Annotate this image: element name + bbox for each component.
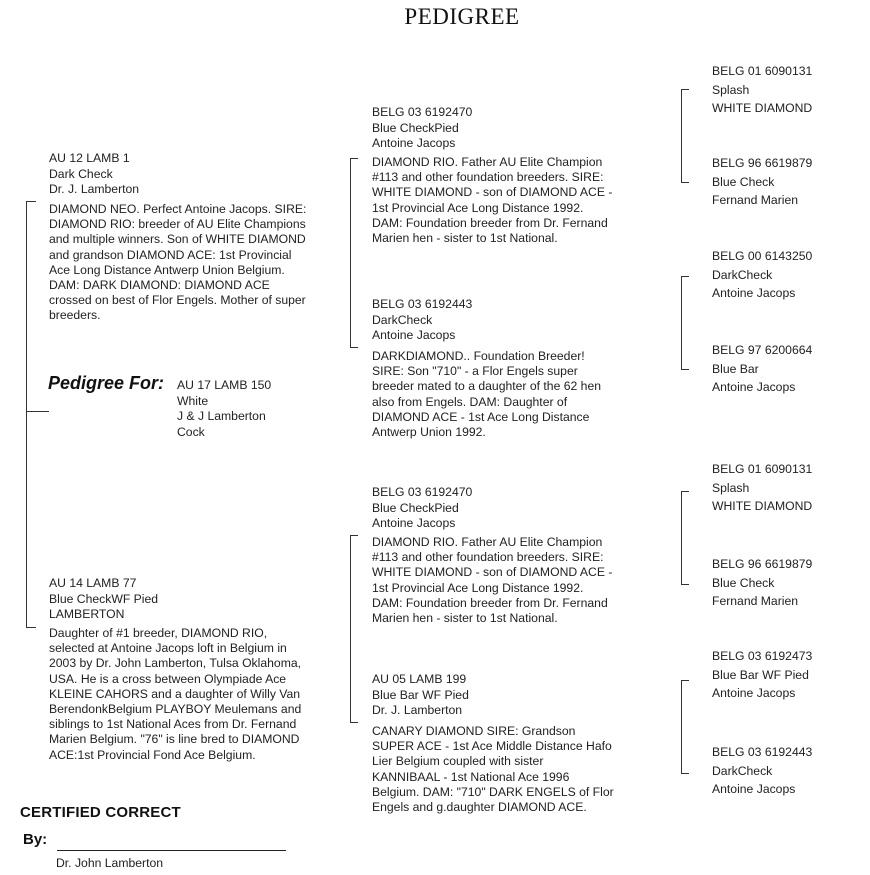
dd-owner: Dr. J. Lamberton	[372, 703, 463, 717]
desc-line: Daughter of #1 breeder, DIAMOND RIO,	[49, 626, 268, 640]
gen3-entry-3	[712, 247, 812, 303]
desc-line: Marien hen - sister to 1st National.	[372, 611, 558, 626]
gen3-color: Blue Check	[712, 575, 775, 590]
gen3-band: BELG 03 6192443	[712, 745, 813, 759]
desc-line: BerendonkBelgium PLAYBOY Meulemans and	[49, 702, 302, 717]
desc-line: Lier Belgium coupled with sister	[372, 754, 544, 769]
dam-description	[49, 626, 301, 763]
desc-line: Ace Long Distance Antwerp Union Belgium.	[49, 262, 285, 277]
dam-sire-description	[372, 535, 612, 626]
gen3-entry-4	[712, 341, 812, 397]
desc-line: DARKDIAMOND.. Foundation Breeder!	[372, 349, 585, 363]
gen3-owner: Fernand Marien	[712, 594, 799, 608]
desc-line: Belgium. DAM: "710" DARK ENGELS of Flor	[372, 784, 614, 799]
gen3-color: DarkCheck	[712, 267, 773, 282]
gen3-owner: Antoine Jacops	[712, 782, 796, 796]
desc-line: selected at Antoine Jacops loft in Belgium in	[49, 641, 287, 656]
desc-line: and multiple winners. Son of WHITE DIAMOND	[49, 232, 306, 247]
gen3-band: BELG 01 6090131	[712, 64, 813, 78]
gen3-band: BELG 00 6143250	[712, 249, 813, 263]
desc-line: KLEINE CAHORS and a daughter of Willy Van	[49, 686, 301, 701]
gen3-entry-5	[712, 460, 812, 516]
gen3-band: BELG 96 6619879	[712, 557, 813, 571]
desc-line: 1st Provincial Ace Long Distance 1992.	[372, 200, 584, 215]
sire-dam-description	[372, 349, 601, 440]
bracket-gen1-top	[26, 201, 36, 202]
desc-line: DIAMOND RIO. Father AU Elite Champion	[372, 155, 603, 169]
desc-line: #113 and other foundation breeders. SIRE:	[372, 550, 604, 565]
signer-name: Dr. John Lamberton	[56, 856, 164, 870]
gen3-band: BELG 01 6090131	[712, 462, 813, 476]
desc-line: breeder mated to a daughter of the 62 hen	[372, 379, 602, 394]
bracket-sd-bottom	[681, 369, 689, 370]
gen3-color: Splash	[712, 82, 750, 97]
desc-line: 1st Provincial Ace Long Distance 1992.	[372, 580, 584, 595]
desc-line: Marien hen - sister to 1st National.	[372, 231, 558, 246]
page-title: PEDIGREE	[404, 4, 520, 29]
gen3-band: BELG 97 6200664	[712, 343, 813, 357]
dam-dam-description	[372, 724, 614, 815]
gen3-owner: WHITE DIAMOND	[712, 101, 813, 115]
bracket-dd-vertical	[681, 680, 682, 773]
desc-line: WHITE DIAMOND - son of DIAMOND ACE -	[372, 565, 613, 580]
desc-line: ACE:1st Provincial Fond Ace Belgium.	[49, 747, 256, 762]
desc-line: 2003 by Dr. John Lamberton, Tulsa Oklahoma,	[49, 656, 302, 671]
desc-line: DIAMOND NEO. Perfect Antoine Jacops. SIRE:	[49, 202, 307, 216]
gen3-color: Blue Check	[712, 174, 775, 189]
desc-line: breeders.	[49, 308, 101, 323]
dam-dam-info	[372, 672, 469, 719]
bracket-sd-top	[681, 276, 689, 277]
sd-band: BELG 03 6192443	[372, 297, 473, 311]
sire-sire-info	[372, 105, 472, 152]
ds-owner: Antoine Jacops	[372, 516, 456, 530]
gen3-entry-8	[712, 743, 812, 799]
subject-info	[177, 378, 271, 440]
bracket-ss-vertical	[681, 89, 682, 182]
dam-owner: LAMBERTON	[49, 607, 125, 621]
subject-color: White	[177, 393, 209, 408]
bracket-dd-top	[681, 680, 689, 681]
bracket-sd-vertical	[681, 276, 682, 369]
ss-owner: Antoine Jacops	[372, 136, 456, 150]
sire-sire-description	[372, 155, 612, 246]
dd-band: AU 05 LAMB 199	[372, 672, 467, 686]
desc-line: DIAMOND RIO. Father AU Elite Champion	[372, 535, 603, 549]
gen3-color: Blue Bar	[712, 361, 759, 376]
sire-dam-info	[372, 297, 472, 344]
bracket-dam-vertical	[350, 535, 351, 722]
bracket-dam-top	[350, 535, 358, 536]
gen3-owner: Antoine Jacops	[712, 286, 796, 300]
desc-line: Engels and g.daughter DIAMOND ACE.	[372, 800, 587, 815]
bracket-sire-top	[350, 158, 358, 159]
desc-line: also from Engels. DAM: Daughter of	[372, 394, 568, 409]
dd-color: Blue Bar WF Pied	[372, 687, 469, 702]
sire-owner: Dr. J. Lamberton	[49, 182, 140, 196]
ds-color: Blue CheckPied	[372, 500, 459, 515]
dam-color: Blue CheckWF Pied	[49, 591, 159, 606]
gen3-color: Blue Bar WF Pied	[712, 667, 809, 682]
desc-line: and grandson DIAMOND ACE: 1st Provincial	[49, 247, 292, 262]
desc-line: DAM: Foundation breeder from Dr. Fernand	[372, 595, 608, 610]
desc-line: KANNIBAAL - 1st National Ace 1996	[372, 769, 570, 784]
bracket-sire-bottom	[350, 347, 358, 348]
gen3-band: BELG 96 6619879	[712, 156, 813, 170]
sire-band: AU 12 LAMB 1	[49, 151, 130, 165]
bracket-dd-bottom	[681, 773, 689, 774]
desc-line: DAM: DARK DIAMOND: DIAMOND ACE	[49, 278, 270, 293]
desc-line: Marien Belgium. "76" is line bred to DIAMOND	[49, 732, 300, 747]
ss-band: BELG 03 6192470	[372, 105, 473, 119]
gen3-owner: Antoine Jacops	[712, 380, 796, 394]
signature-line	[57, 850, 286, 851]
desc-line: siblings to 1st National Aces from Dr. Fernand	[49, 717, 297, 732]
desc-line: SIRE: Son "710" - a Flor Engels super	[372, 364, 578, 379]
gen3-color: DarkCheck	[712, 763, 773, 778]
gen3-owner: Antoine Jacops	[712, 686, 796, 700]
subject-band: AU 17 LAMB 150	[177, 378, 272, 392]
desc-line: CANARY DIAMOND SIRE: Grandson	[372, 724, 576, 738]
gen3-entry-7	[712, 647, 812, 703]
sd-owner: Antoine Jacops	[372, 328, 456, 342]
bracket-sire-vertical	[350, 158, 351, 347]
pedigree-for-label: Pedigree For:	[48, 373, 165, 393]
certified-correct-label: CERTIFIED CORRECT	[20, 804, 181, 821]
bracket-gen1-vertical	[26, 201, 27, 627]
by-label: By:	[23, 831, 48, 848]
desc-line: WHITE DIAMOND - son of DIAMOND ACE -	[372, 185, 613, 200]
desc-line: DIAMOND RIO: breeder of AU Elite Champions	[49, 217, 306, 232]
subject-sex: Cock	[177, 424, 205, 439]
gen3-entry-1	[712, 62, 812, 118]
bracket-ss-top	[681, 89, 689, 90]
sire-description	[49, 202, 306, 324]
desc-line: USA. He is a cross between Olympiade Ace	[49, 671, 287, 686]
bracket-ds-bottom	[681, 584, 689, 585]
sd-color: DarkCheck	[372, 312, 433, 327]
bracket-gen1-connector	[26, 411, 49, 412]
dam-sire-info	[372, 485, 472, 532]
gen3-band: BELG 03 6192473	[712, 649, 813, 663]
bracket-gen1-bottom	[26, 627, 36, 628]
sire-info	[49, 151, 139, 198]
dam-info	[49, 576, 158, 623]
dam-band: AU 14 LAMB 77	[49, 576, 137, 590]
desc-line: DAM: Foundation breeder from Dr. Fernand	[372, 215, 608, 230]
ds-band: BELG 03 6192470	[372, 485, 473, 499]
gen3-color: Splash	[712, 480, 750, 495]
subject-owner: J & J Lamberton	[177, 409, 266, 423]
gen3-entry-2	[712, 154, 812, 210]
desc-line: #113 and other foundation breeders. SIRE:	[372, 170, 604, 185]
desc-line: SUPER ACE - 1st Ace Middle Distance Hafo	[372, 739, 612, 754]
gen3-owner: WHITE DIAMOND	[712, 499, 813, 513]
ss-color: Blue CheckPied	[372, 120, 459, 135]
bracket-ds-top	[681, 491, 689, 492]
gen3-owner: Fernand Marien	[712, 193, 799, 207]
bracket-ss-bottom	[681, 182, 689, 183]
desc-line: crossed on best of Flor Engels. Mother of super	[49, 293, 306, 308]
gen3-entry-6	[712, 555, 812, 611]
bracket-ds-vertical	[681, 491, 682, 584]
bracket-dam-bottom	[350, 722, 358, 723]
desc-line: Antwerp Union 1992.	[372, 425, 486, 440]
desc-line: DIAMOND ACE - 1st Ace Long Distance	[372, 409, 590, 424]
sire-color: Dark Check	[49, 166, 113, 181]
